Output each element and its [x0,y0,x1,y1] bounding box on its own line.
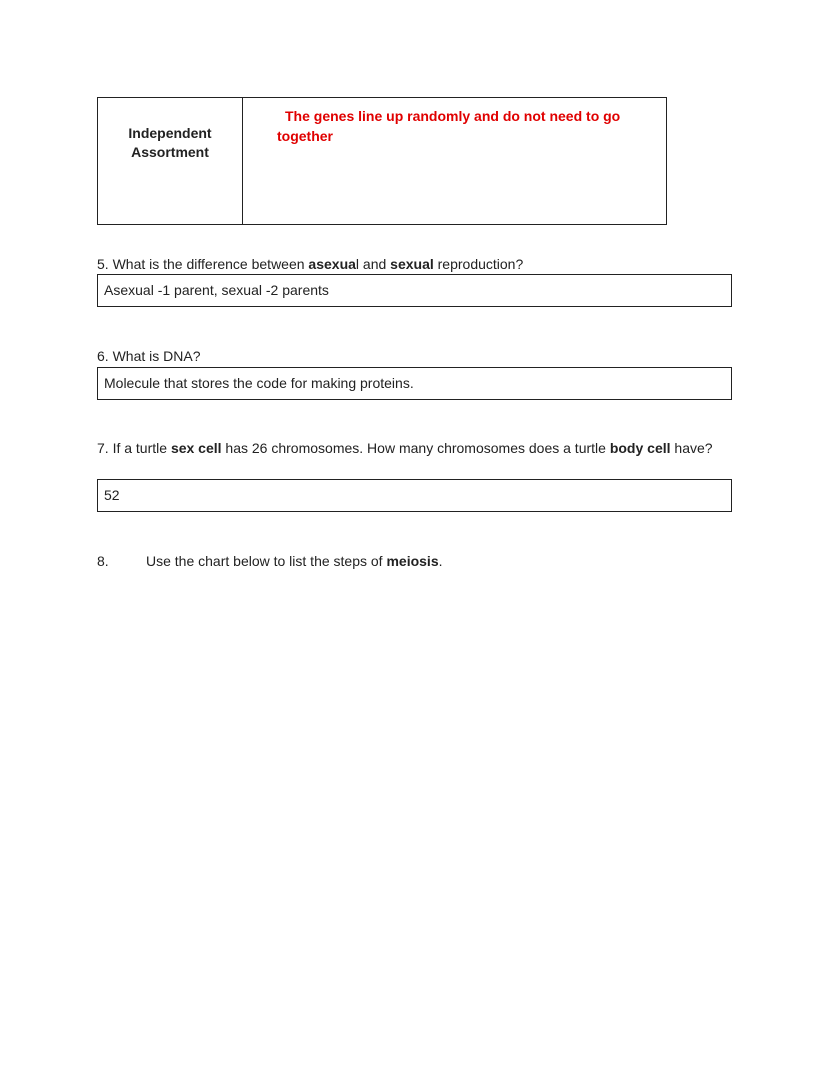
q5-suffix: reproduction? [433,256,524,272]
answer-box-6[interactable]: Molecule that stores the code for making proteins. [97,367,732,400]
q5-prefix: 5. What is the difference between [97,256,309,272]
q7-prefix: 7. If a turtle [97,440,171,456]
q8-number: 8. [97,553,109,569]
q7-bold-sex-cell: sex cell [170,440,222,456]
q5-mid: l and [355,256,391,272]
question-5 [97,254,737,274]
q8-prefix: Use the chart below to list the steps of [146,553,387,569]
term-line-1: Independent [128,125,212,141]
answer-box-5[interactable]: Asexual -1 parent, sexual -2 parents [97,274,732,307]
question-8 [97,551,443,571]
q5-bold-asexual: asexua [308,256,356,272]
definition-line-1: The genes line up randomly and do not need to go [285,108,621,124]
term-definition-table [97,97,667,225]
q7-mid: has 26 chromosomes. How many chromosomes does a turtle [221,440,610,456]
question-7 [97,438,717,458]
q8-suffix: . [438,553,443,569]
q7-suffix: have? [670,440,713,456]
definition-cell[interactable] [243,98,666,224]
q5-bold-sexual: sexual [390,256,434,272]
q7-bold-body-cell: body cell [609,440,671,456]
term-line-2: Assortment [131,144,209,160]
answer-box-7[interactable]: 52 [97,479,732,512]
term-cell [98,98,243,224]
definition-line-2: together [277,128,333,144]
q8-bold-meiosis: meiosis [386,553,439,569]
question-6: 6. What is DNA? [97,348,201,364]
